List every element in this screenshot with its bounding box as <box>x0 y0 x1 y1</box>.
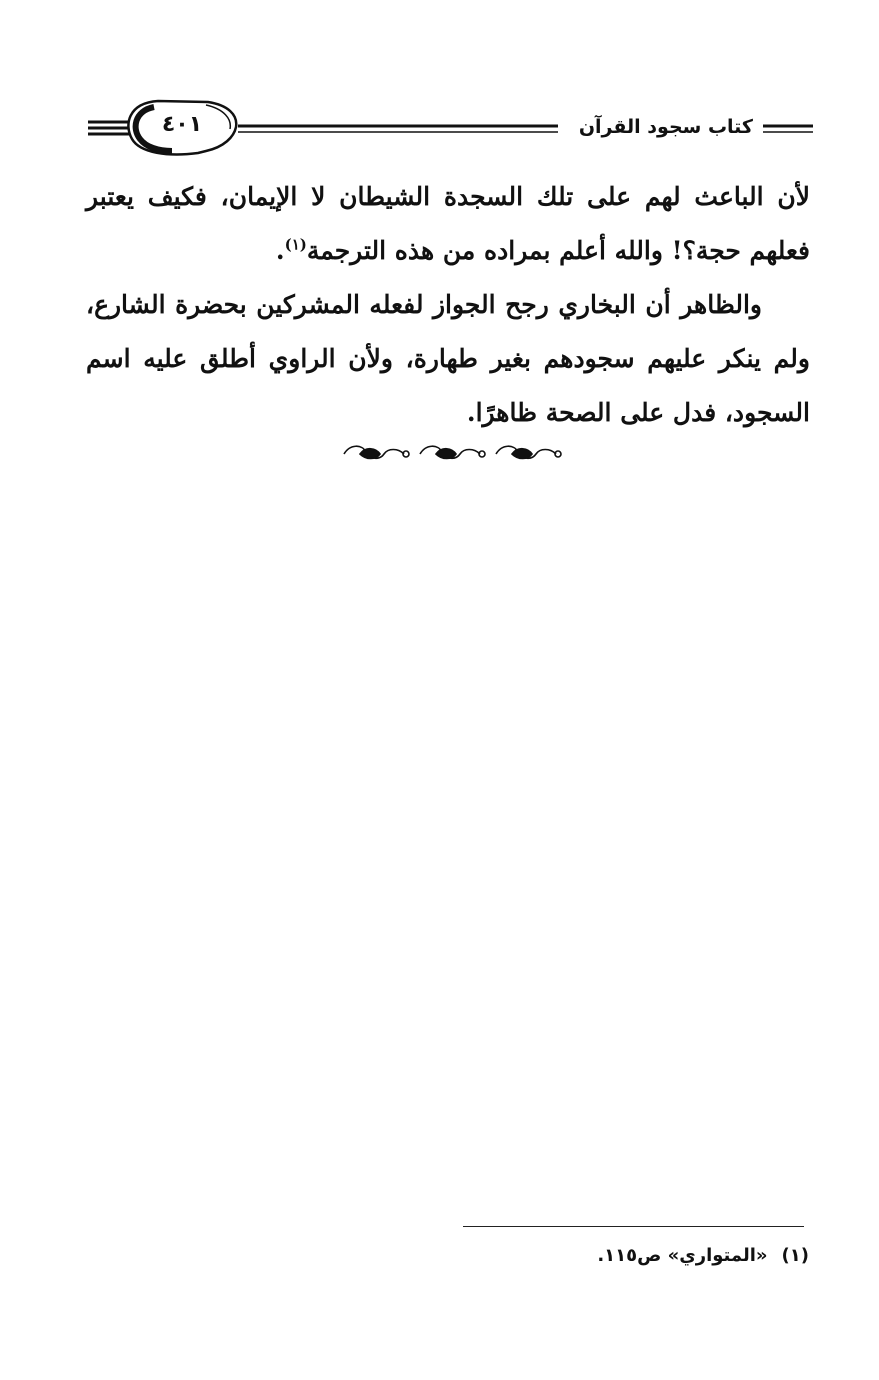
footnote-text: «المتواري» ص١١٥. <box>597 1245 768 1266</box>
paragraph-end: . <box>275 236 285 265</box>
paragraph-text: لأن الباعث لهم على تلك السجدة الشيطان لا الإيمان، فكيف يعتبر فعلهم حجة؟! والله أعلم بمراده من هذه الترجمة <box>86 182 810 265</box>
footnote-number: (١) <box>781 1245 809 1266</box>
paragraph <box>86 278 810 440</box>
section-divider-ornament <box>340 440 565 466</box>
footnote-separator <box>463 1226 804 1227</box>
header-title: كتاب سجود القرآن <box>573 115 759 139</box>
paragraph <box>86 170 810 278</box>
footnote <box>597 1242 809 1270</box>
main-text <box>86 170 810 440</box>
page-number: ٤٠١ <box>161 112 203 137</box>
running-header <box>88 95 813 161</box>
footnote-reference[interactable]: (١) <box>284 235 307 254</box>
paragraph-text: والظاهر أن البخاري رجح الجواز لفعله المشركين بحضرة الشارع، ولم ينكر عليهم سجودهم بغير طهارة، ولأن الراوي أطلق عليه اسم السجود، فدل على الصحة ظاهرًا. <box>86 290 810 427</box>
